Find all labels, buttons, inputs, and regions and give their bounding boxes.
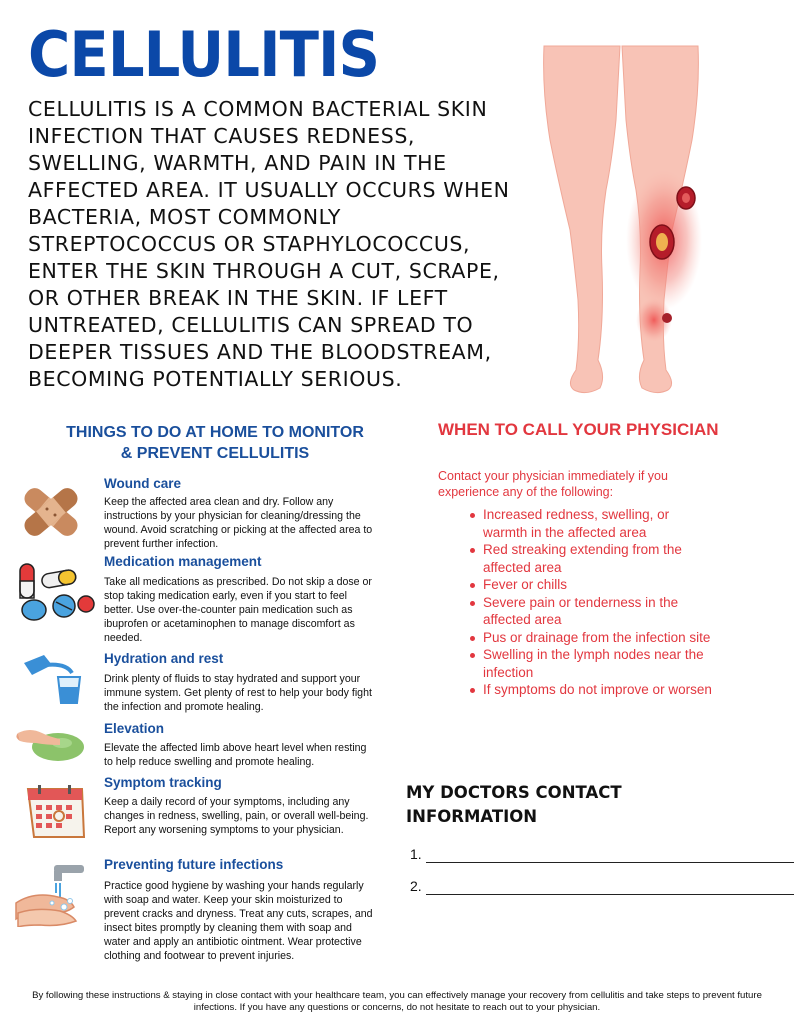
item-title: Elevation xyxy=(104,721,165,736)
contact-line-rule xyxy=(426,894,794,895)
item-text: Drink plenty of fluids to stay hydrated and support your immune system. Get plenty of rest to help your body fight the infection and promote healing. xyxy=(104,673,372,713)
item-text: Keep the affected area clean and dry. Follow any instructions by your physician for cleaning/dressing the wound. Avoid scratching or picking at the affected area to prevent further infection. xyxy=(104,496,373,550)
item-text: Elevate the affected limb above heart level when resting to help reduce swelling and promote healing. xyxy=(104,742,367,768)
intro-paragraph: CELLULITIS IS A COMMON BACTERIAL SKIN INFECTION THAT CAUSES REDNESS, SWELLING, WARMTH, AND PAIN IN THE AFFECTED AREA. IT USUALLY OCCURS WHEN BACTERIA, MOST COMMONLY STREPTOCOCCUS OR STAPHYLOCOCCUS, ENTER THE SKIN THROUGH A CUT, SCRAPE, OR OTHER BREAK IN THE SKIN. IF LEFT UNTREATED, CELLULITIS CAN SPREAD TO DEEPER TISSUES AND THE BLOODSTREAM, BECOMING POTENTIALLY SERIOUS. xyxy=(28,97,510,391)
list-item: Fever or chills xyxy=(483,576,713,594)
contact-line-number: 1. xyxy=(410,846,422,862)
hand-washing-icon xyxy=(14,863,90,927)
contact-line-number: 2. xyxy=(410,878,422,894)
item-title: Medication management xyxy=(104,554,262,569)
item-title: Symptom tracking xyxy=(104,775,222,790)
when-to-call-heading: WHEN TO CALL YOUR PHYSICIAN xyxy=(438,420,719,439)
symptom-list xyxy=(483,506,713,699)
contact-line-2[interactable] xyxy=(410,878,794,898)
water-pouring-icon xyxy=(22,653,82,705)
item-text: Take all medications as prescribed. Do not skip a dose or stop taking medication early, even if you start to feel better. Use over-the-counter pain medication such as ibuprofen or acetaminophen to manage discomfort as needed. xyxy=(104,576,372,644)
when-to-call-intro: Contact your physician immediately if you experience any of the following: xyxy=(438,469,668,499)
bandage-icon xyxy=(16,482,86,542)
contact-line-rule xyxy=(426,862,794,863)
item-title: Preventing future infections xyxy=(104,857,284,872)
calendar-icon xyxy=(20,781,90,841)
item-title: Wound care xyxy=(104,476,182,491)
contact-line-1[interactable] xyxy=(410,846,794,866)
list-item: If symptoms do not improve or worsen xyxy=(483,682,712,697)
list-item: Pus or drainage from the infection site xyxy=(483,629,713,647)
doctor-contact-heading: MY DOCTORS CONTACT INFORMATION xyxy=(406,783,622,826)
item-text: Keep a daily record of your symptoms, including any changes in redness, swelling, pain, or overall well-being. Report any worsening symptoms to your physician. xyxy=(104,796,369,836)
footer-note: By following these instructions & staying in close contact with your healthcare team, you can effectively manage your recovery from cellulitis and take steps to prevent future infections. If you have any questions or concerns, do not hesitate to reach out to your physician. xyxy=(32,990,762,1013)
infected-legs-illustration xyxy=(536,40,706,402)
list-item: Increased redness, swelling, or warmth in the affected area xyxy=(483,506,713,541)
list-item: Severe pain or tenderness in the affected area xyxy=(483,594,713,629)
page-title: CELLULITIS xyxy=(28,18,380,91)
home-care-heading: THINGS TO DO AT HOME TO MONITOR & PREVENT CELLULITIS xyxy=(66,424,364,462)
list-item: Red streaking extending from the affected area xyxy=(483,541,713,576)
elevated-leg-icon xyxy=(16,721,86,767)
pills-icon xyxy=(14,560,96,624)
list-item: Swelling in the lymph nodes near the infection xyxy=(483,646,713,681)
item-text: Practice good hygiene by washing your hands regularly with soap and water. Keep your skin moisturized to prevent cracks and dryness. Treat any cuts, scrapes, and insect bites promptly by cleaning them with soap and water and apply an antibiotic ointment. Wear protective clothing and footwear to prevent injuries. xyxy=(104,880,373,962)
item-title: Hydration and rest xyxy=(104,651,224,666)
